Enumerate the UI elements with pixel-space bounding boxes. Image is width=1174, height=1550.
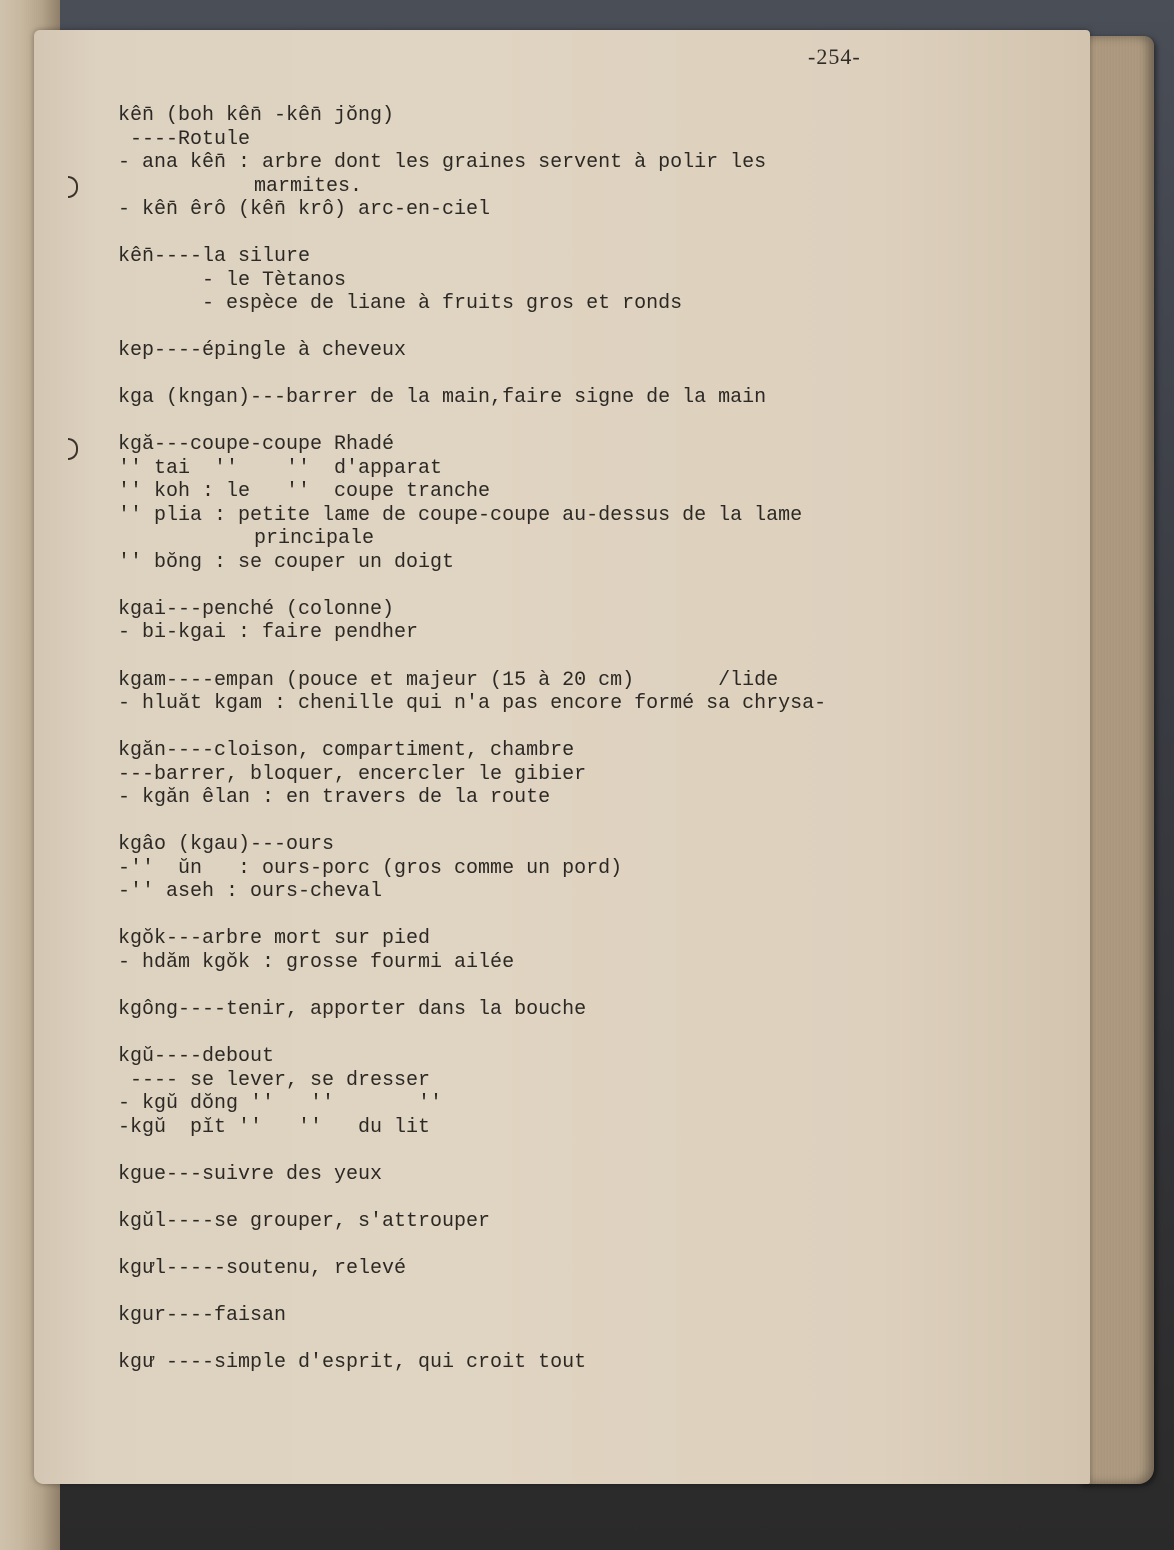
entry-line: marmites. <box>254 174 363 198</box>
entry-line: - hdăm kgŏk : grosse fourmi ailée <box>118 950 515 974</box>
page-block-edge <box>1080 36 1154 1484</box>
dictionary-entry <box>118 998 826 1022</box>
dictionary-entry <box>118 433 826 574</box>
entry-line: '' koh : le '' coupe tranche <box>118 480 491 504</box>
entry-headword-line: kgue---suivre des yeux <box>118 1162 383 1186</box>
dictionary-entry <box>118 1304 826 1328</box>
entry-line: - hluăt kgam : chenille qui n'a pas encore formé sa chrysa- <box>118 692 827 716</box>
entry-headword-line: kgŭl----se grouper, s'attrouper <box>118 1209 491 1233</box>
entry-headword-line: kgâo (kgau)---ours <box>118 833 335 857</box>
dictionary-entry <box>118 598 826 645</box>
dictionary-entry <box>118 245 826 316</box>
entry-line: - espèce de liane à fruits gros et ronds <box>202 292 683 316</box>
dictionary-entry <box>118 1210 826 1234</box>
entry-headword-line: kgư ----simple d'esprit, qui croit tout <box>118 1351 587 1374</box>
entry-headword-line: kgông----tenir, apporter dans la bouche <box>118 997 587 1021</box>
entry-line: principale <box>254 527 375 551</box>
entry-line: - kên̄ êrô (kên̄ krô) arc-en-ciel <box>118 198 491 221</box>
entry-line: - le Tètanos <box>202 268 347 292</box>
entry-line: - ana kên̄ : arbre dont les graines servent à polir les <box>118 151 767 174</box>
entry-line: -'' ŭn : ours-porc (gros comme un pord) <box>118 856 623 880</box>
dictionary-entry <box>118 386 826 410</box>
dictionary-entry <box>118 739 826 810</box>
entry-headword-line: kgăn----cloison, compartiment, chambre <box>118 739 575 763</box>
dictionary-entry <box>118 833 826 904</box>
entry-headword-line: kgur----faisan <box>118 1303 287 1327</box>
dictionary-entry <box>118 1045 826 1139</box>
entry-line: '' plia : petite lame de coupe-coupe au-dessus de la lame <box>118 503 803 527</box>
entry-line: - kgăn êlan : en travers de la route <box>118 786 551 810</box>
dictionary-entry <box>118 927 826 974</box>
page-number: -254- <box>808 44 861 69</box>
dictionary-entry <box>118 104 826 222</box>
entry-headword-line: kga (kngan)---barrer de la main,faire signe de la main <box>118 386 767 410</box>
entry-headword-line: kgai---penché (colonne) <box>118 597 395 621</box>
binding-ring-icon <box>68 438 78 460</box>
dictionary-entry <box>118 1257 826 1281</box>
binding-ring-icon <box>68 176 78 198</box>
entry-line: ----Rotule <box>130 127 251 151</box>
entry-headword-line: kgam----empan (pouce et majeur (15 à 20 cm) /lide <box>118 668 779 692</box>
entry-headword-line: kgă---coupe-coupe Rhadé <box>118 433 395 457</box>
entry-headword-line: kgŏk---arbre mort sur pied <box>118 927 431 951</box>
entry-line: '' bŏng : se couper un doigt <box>118 550 455 574</box>
entry-line: ---barrer, bloquer, encercler le gibier <box>118 762 587 786</box>
entry-line: - kgŭ dŏng '' '' '' <box>118 1092 443 1116</box>
entry-headword-line: kgŭ----debout <box>118 1045 275 1069</box>
entry-line: -kgŭ pĭt '' '' du lit <box>118 1115 431 1139</box>
entry-headword-line: kên̄----la silure <box>118 245 311 269</box>
dictionary-entry <box>118 1163 826 1187</box>
entry-line: -'' aseh : ours-cheval <box>118 880 383 904</box>
entry-headword-line: kên̄ (boh kên̄ -kên̄ jŏng) <box>118 104 395 127</box>
entry-headword-line: kep----épingle à cheveux <box>118 339 407 363</box>
dictionary-entry <box>118 1351 826 1375</box>
entry-headword-line: kgưl-----soutenu, relevé <box>118 1256 407 1280</box>
dictionary-entries <box>118 104 826 1398</box>
entry-line: ---- se lever, se dresser <box>130 1068 431 1092</box>
dictionary-entry <box>118 339 826 363</box>
entry-line: - bi-kgai : faire pendher <box>118 621 419 645</box>
dictionary-entry <box>118 669 826 716</box>
entry-line: '' tai '' '' d'apparat <box>118 456 443 480</box>
